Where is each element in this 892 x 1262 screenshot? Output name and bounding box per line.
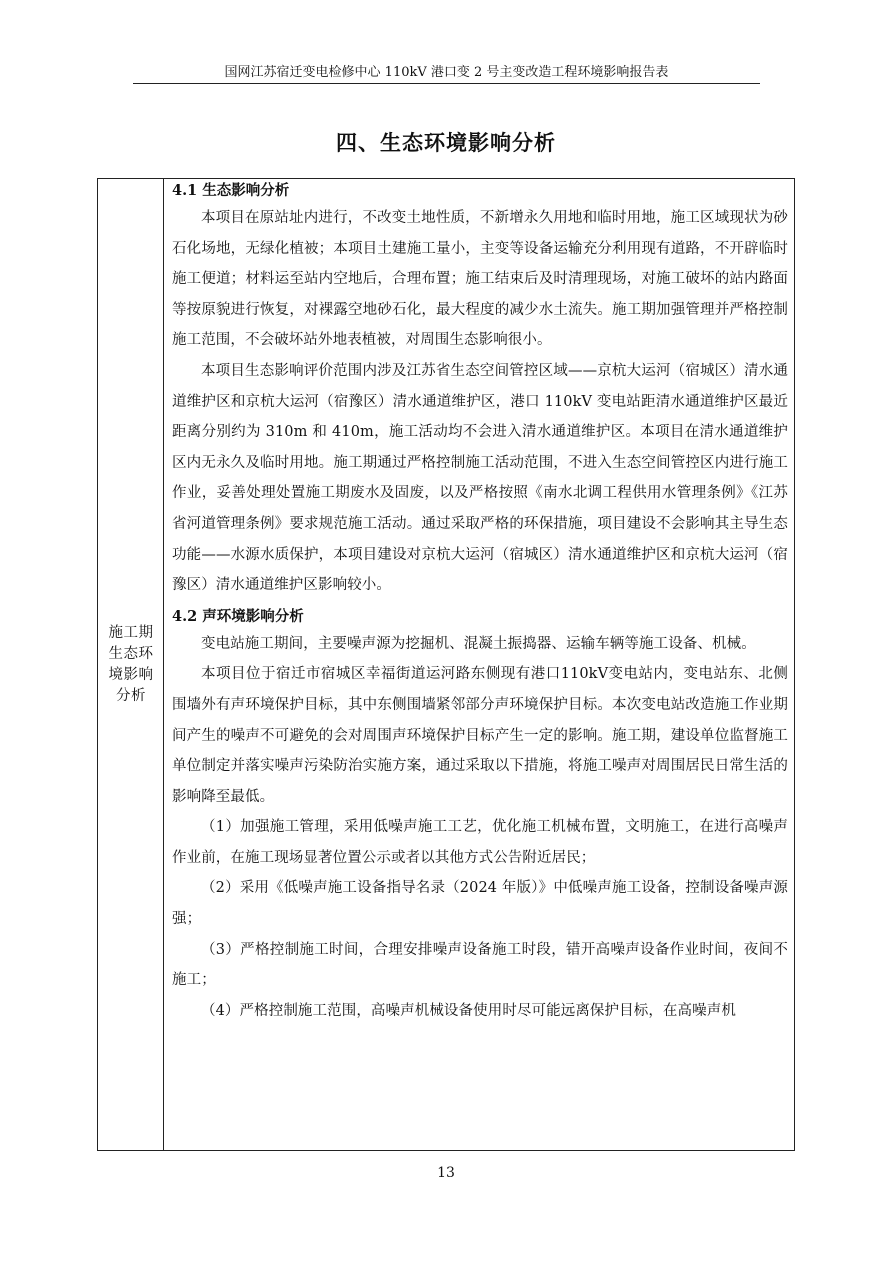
list-item: （2）采用《低噪声施工设备指导名录（2024 年版）》中低噪声施工设备，控制设备噪声源强；: [172, 880, 788, 928]
list-item: （3）严格控制施工时间，合理安排噪声设备施工时段，错开高噪声设备作业时间，夜间不施工；: [172, 941, 788, 989]
content-cell: [172, 179, 788, 1026]
list-item: （1）加强施工管理，采用低噪声施工工艺，优化施工机械布置，文明施工，在进行高噪声作业前，在施工现场显著位置公示或者以其他方式公告附近居民；: [172, 819, 788, 866]
row-label: 施工期生态环境影响分析: [108, 625, 154, 704]
page-number: 13: [437, 1165, 455, 1181]
analysis-table: [97, 178, 795, 1151]
paragraph: 变电站施工期间，主要噪声源为挖掘机、混凝土振捣器、运输车辆等施工设备、机械。: [201, 635, 756, 652]
section-heading-noise: 4.2 声环境影响分析: [172, 607, 304, 625]
running-header: 国网江苏宿迁变电检修中心 110kV 港口变 2 号主变改造工程环境影响报告表: [224, 65, 669, 80]
list-item: （4）严格控制施工范围，高噪声机械设备使用时尽可能远离保护目标，在高噪声机: [201, 1002, 736, 1019]
paragraph: 本项目在原站址内进行，不改变土地性质，不新增永久用地和临时用地，施工区域现状为砂石化场地，无绿化植被；本项目土建施工量小，主变等设备运输充分利用现有道路，不开辟临时施工便道；材料运至站内空地后，合理布置；施工结束后及时清理现场，对施工破坏的站内路面等按原貌进行恢复，对裸露空地砂石化，最大程度的减少水土流失。施工期加强管理并严格控制施工范围，不会破坏站外地表植被，对周围生态影响很小。: [172, 210, 788, 349]
page-title: 四、生态环境影响分析: [336, 131, 556, 155]
row-label-cell: [98, 179, 164, 1150]
header-rule: [133, 83, 760, 84]
paragraph: 本项目生态影响评价范围内涉及江苏省生态空间管控区域——京杭大运河（宿城区）清水通道维护区和京杭大运河（宿豫区）清水通道维护区，港口 110kV 变电站距清水通道维护区最近距离分别约为 310m 和 410m，施工活动均不会进入清水通道维护区。本项目在清水通道维护区内无永久及临时用地。施工期通过严格控制施工活动范围，不进入生态空间管控区内进行施工作业，妥善处理处置施工期废水及固废，以及严格按照《南水北调工程供用水管理条例》《江苏省河道管理条例》要求规范施工活动。通过采取严格的环保措施，项目建设不会影响其主导生态功能——水源水质保护，本项目建设对京杭大运河（宿城区）清水通道维护区和京杭大运河（宿豫区）清水通道维护区影响较小。: [172, 362, 788, 594]
section-heading-ecology: 4.1 生态影响分析: [172, 182, 290, 199]
paragraph: 本项目位于宿迁市宿城区幸福街道运河路东侧现有港口110kV变电站内，变电站东、北侧围墙外有声环境保护目标，其中东侧围墙紧邻部分声环境保护目标。本次变电站改造施工作业期间产生的噪声不可避免的会对周围声环境保护目标产生一定的影响。施工期，建设单位监督施工单位制定并落实噪声污染防治实施方案，通过采取以下措施，将施工噪声对周围居民日常生活的影响降至最低。: [172, 666, 788, 805]
